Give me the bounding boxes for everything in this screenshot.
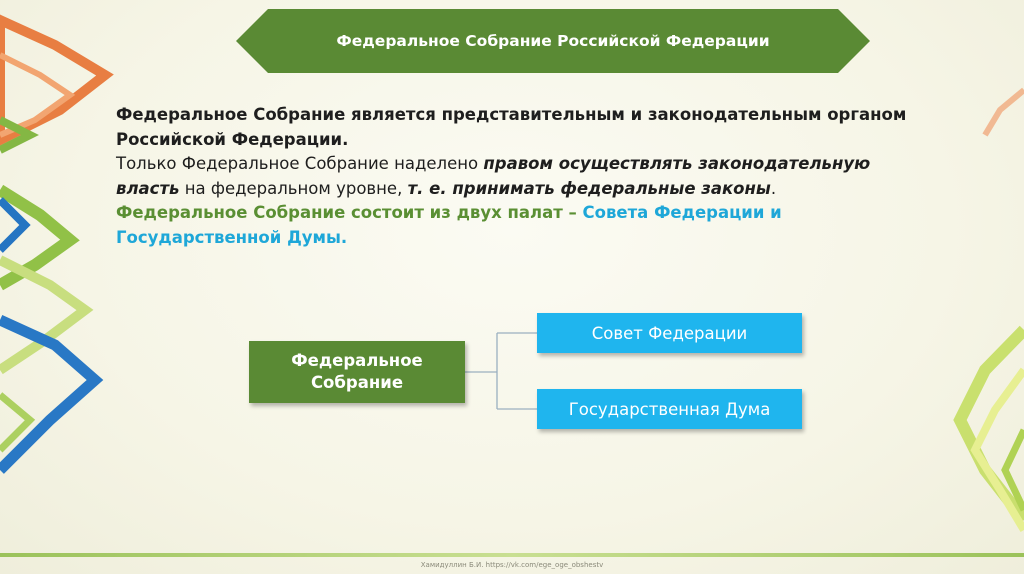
- connector-lines: [465, 333, 537, 409]
- definition-paragraph: Федеральное Собрание является представительным и законодательным органом Российской Федерации.: [116, 105, 907, 149]
- powers-emphasis-2: т. е. принимать федеральные законы: [407, 178, 771, 198]
- child-node-state-duma: [537, 389, 802, 429]
- powers-text-1: Только Федеральное Собрание наделено: [116, 154, 484, 173]
- chambers-text: Федеральное Собрание состоит из двух палат –: [116, 203, 583, 222]
- root-node-federal-assembly: [249, 341, 465, 403]
- bottom-bar: [0, 553, 1024, 557]
- chambers-names: Совета Федерации и Государственной Думы.: [116, 203, 782, 247]
- child-node-label: Государственная Дума: [568, 399, 771, 419]
- powers-emphasis-1: правом осуществлять законодательную власть: [116, 154, 871, 198]
- child-node-label: Совет Федерации: [591, 323, 748, 343]
- child-node-federation-council: [537, 313, 802, 353]
- root-node-label: Федеральное Собрание: [291, 351, 423, 392]
- page-title: Федеральное Собрание Российской Федерации: [336, 32, 770, 50]
- powers-text-3: .: [770, 178, 777, 198]
- footer-credit: Хамидуллин Б.И. https://vk.com/ege_oge_obshestv: [420, 561, 604, 569]
- powers-text-2: на федеральном уровне,: [179, 178, 408, 198]
